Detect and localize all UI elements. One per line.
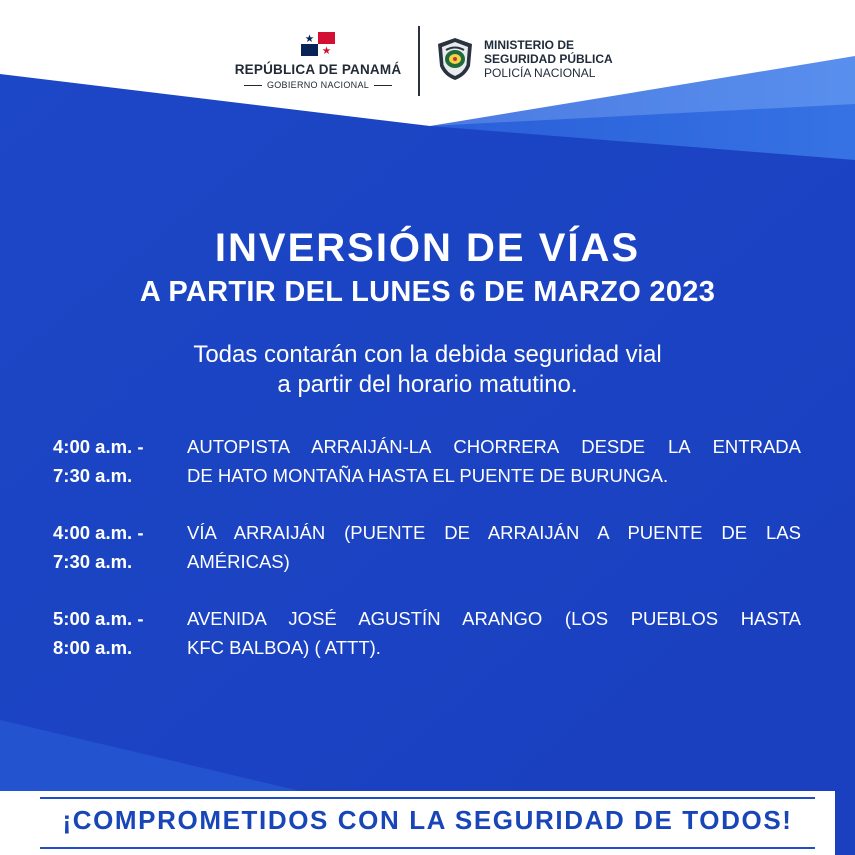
end-time: 7:30 a.m. — [53, 465, 133, 486]
subtitle — [0, 340, 855, 400]
schedule-description — [187, 432, 801, 490]
date-title: A PARTIR DEL LUNES 6 DE MARZO 2023 — [139, 276, 716, 308]
description-line-2: DE HATO MONTAÑA HASTA EL PUENTE DE BURUNGA. — [187, 465, 669, 486]
main-title: INVERSIÓN DE VÍAS — [214, 226, 641, 270]
end-time: 8:00 a.m. — [53, 637, 133, 658]
gobierno-nacional-label: GOBIERNO NACIONAL — [228, 80, 408, 90]
description-line-1: AUTOPISTA ARRAIJÁN-LA CHORRERA DESDE LA ENTRADA — [187, 436, 801, 457]
subtitle-line-2: a partir del horario matutino. — [277, 371, 578, 398]
subtitle-line-1: Todas contarán con la debida seguridad vial — [193, 341, 662, 368]
footer-bottom-rule — [40, 847, 815, 849]
end-time: 7:30 a.m. — [53, 551, 133, 572]
description-line-2: KFC BALBOA) ( ATTT). — [187, 637, 381, 658]
republica-title: REPÚBLICA DE PANAMÁ — [234, 62, 402, 77]
header-divider — [418, 26, 420, 96]
panama-flag-icon — [301, 32, 335, 56]
footer-banner — [20, 791, 835, 855]
schedule-description — [187, 518, 801, 576]
schedule-times — [53, 518, 183, 576]
ministerio-block — [484, 38, 613, 80]
schedule-times — [53, 432, 183, 490]
republica-block — [228, 32, 408, 90]
policia-nacional-line: POLICÍA NACIONAL — [484, 66, 596, 80]
footer-top-rule — [40, 797, 815, 799]
footer-slogan: ¡COMPROMETIDOS CON LA SEGURIDAD DE TODOS! — [62, 805, 793, 835]
start-time: 4:00 a.m. - — [53, 522, 144, 543]
description-line-1: AVENIDA JOSÉ AGUSTÍN ARANGO (LOS PUEBLOS HASTA — [187, 608, 801, 629]
ministerio-line: MINISTERIO DE — [484, 38, 575, 52]
start-time: 5:00 a.m. - — [53, 608, 144, 629]
start-time: 4:00 a.m. - — [53, 436, 144, 457]
description-line-2: AMÉRICAS) — [187, 551, 290, 572]
seguridad-publica-line: SEGURIDAD PÚBLICA — [484, 52, 613, 66]
schedule-description — [187, 604, 801, 662]
description-line-1: VÍA ARRAIJÁN (PUENTE DE ARRAIJÁN A PUENTE DE LAS — [187, 522, 801, 543]
policia-badge-icon — [432, 36, 478, 82]
schedule-times — [53, 604, 183, 662]
